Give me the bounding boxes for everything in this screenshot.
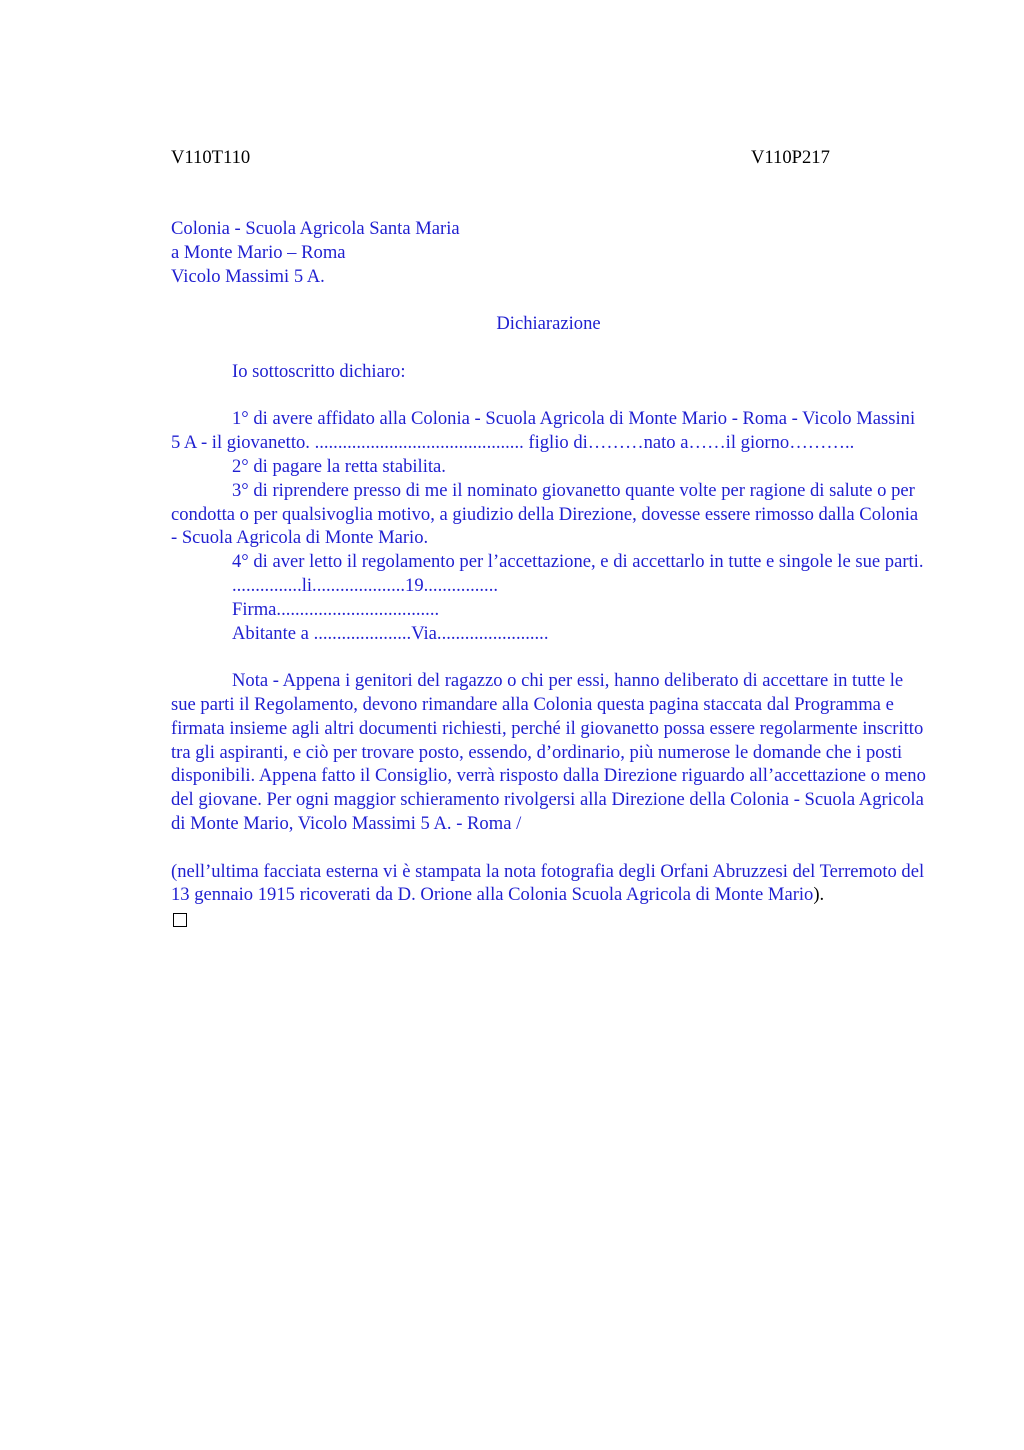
spacer — [171, 336, 926, 360]
footnote-paragraph — [171, 860, 926, 908]
document-body — [171, 217, 926, 927]
declaration-item-3: 3° di riprendere presso di me il nominato giovanetto quante volte per ragione di salute o per condotta o per qualsivoglia motivo, a giudizio della Direzione, dovesse essere rimosso dalla Colonia - Scuola Agricola di Monte Mario. — [171, 479, 919, 549]
intro-statement: Io sottoscritto dichiaro: — [232, 360, 406, 382]
address-line-1: Colonia - Scuola Agricola Santa Maria — [171, 218, 460, 239]
address-line-3: Vicolo Massimi 5 A. — [171, 265, 325, 287]
spacer — [171, 645, 926, 669]
note-paragraph: Nota - Appena i genitori del ragazzo o chi per essi, hanno deliberato di accettare in tutte le sue parti il Regolamento, devono rimandare alla Colonia questa pagina staccata dal Programma e firmata insieme agli altri documenti richiesti, perché il giovanetto possa essere regolarmente inscritto tra gli aspiranti, e ciò per trovare posto, essendo, d’ordinario, più numerose le domande che i posti disponibili. Appena fatto il Consiglio, verrà risposto dalla Direzione riguardo all’accettazione o meno del giovane. Per ogni maggior schieramento rivolgersi alla Direzione della Colonia - Scuola Agricola di Monte Mario, Vicolo Massimi 5 A. - Roma / — [171, 670, 926, 834]
date-place-line: ...............li....................19................ — [232, 574, 498, 596]
address-line-2: a Monte Mario – Roma — [171, 241, 346, 263]
residence-line: Abitante a .....................Via........................ — [232, 622, 549, 644]
reference-code-right: V110P217 — [751, 147, 830, 168]
checkbox-square-icon — [173, 913, 187, 927]
declaration-item-2: 2° di pagare la retta stabilita. — [232, 455, 446, 477]
footnote-text: (nell’ultima facciata esterna vi è stampata la nota fotografia degli Orfani Abruzzesi del Terremoto del 13 gennaio 1915 ricoverati da D. Orione alla Colonia Scuola Agricola di Monte Mario — [171, 860, 925, 906]
document-title: Dichiarazione — [496, 313, 601, 335]
footnote-closing: ). — [813, 884, 825, 906]
declaration-item-4: 4° di aver letto il regolamento per l’accettazione, e di accettarlo in tutte e singole le sue parti. — [232, 551, 924, 573]
spacer — [171, 288, 926, 312]
spacer — [171, 384, 926, 408]
declaration-item-1: 1° di avere affidato alla Colonia - Scuola Agricola di Monte Mario - Roma - Vicolo Massini 5 A - il giovanetto. ............................................. figlio di………nato a……il giorno……….. — [171, 408, 916, 454]
spacer — [171, 836, 926, 860]
reference-code-left: V110T110 — [171, 147, 251, 168]
signature-line: Firma................................... — [232, 598, 440, 620]
